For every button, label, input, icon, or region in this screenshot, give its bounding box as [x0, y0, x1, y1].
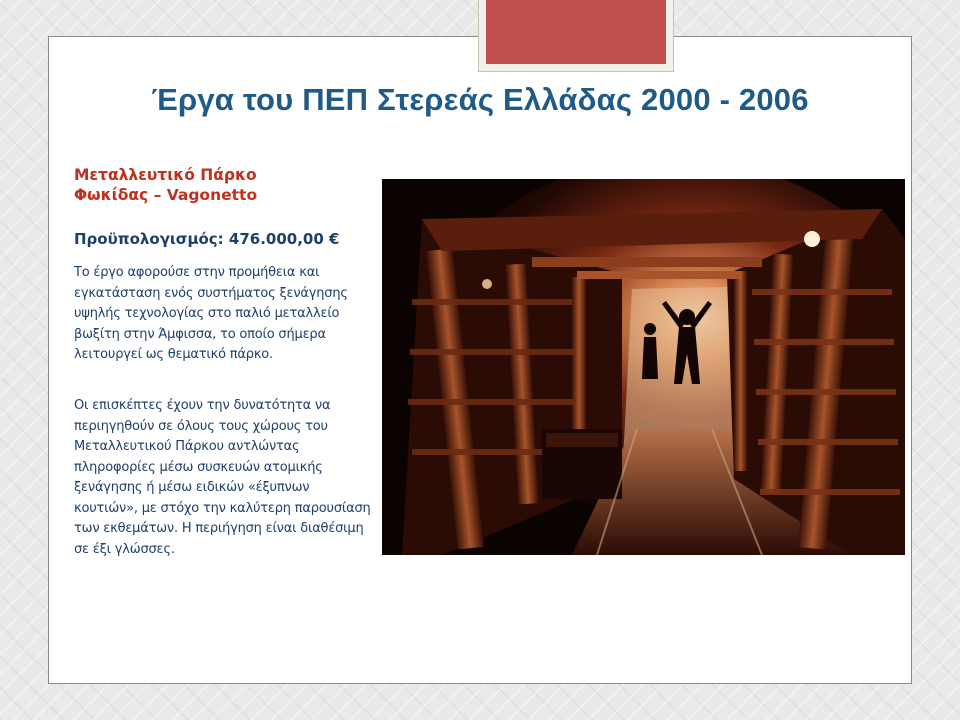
mine-tunnel-illustration [382, 179, 905, 555]
project-name [74, 165, 374, 205]
mine-tunnel-photo [382, 179, 905, 555]
description-paragraph-1: Το έργο αφορούσε στην προμήθεια και εγκατάσταση ενός συστήματος ξενάγησης υψηλής τεχνολογίας στο παλιό μεταλλείο βωξίτη στην Άμφισσα, το οποίο σήμερα λειτουργεί ως θεματικό πάρκο. [74, 265, 348, 362]
project-budget: Προϋπολογισμός: 476.000,00 € [74, 230, 340, 248]
project-name-line2: Φωκίδας – Vagonetto [74, 186, 258, 204]
description-paragraph-2: Οι επισκέπτες έχουν την δυνατότητα να περιηγηθούν σε όλους τους χώρους του Μεταλλευτικού Πάρκου αντλώντας πληροφορίες μέσω συσκευών ατομικής ξενάγησης ή μέσω ειδικών «έξυπνων κουτιών», με στόχο την καλύτερη παρουσίαση των εκθεμάτων. Η περιήγηση είναι διαθέσιμη σε έξι γλώσσες. [74, 398, 371, 557]
slide-title: Έργα του ΠΕΠ Στερεάς Ελλάδας 2000 - 2006 [151, 82, 809, 117]
accent-tab [486, 0, 666, 64]
project-name-line1: Μεταλλευτικό Πάρκο [74, 166, 257, 184]
